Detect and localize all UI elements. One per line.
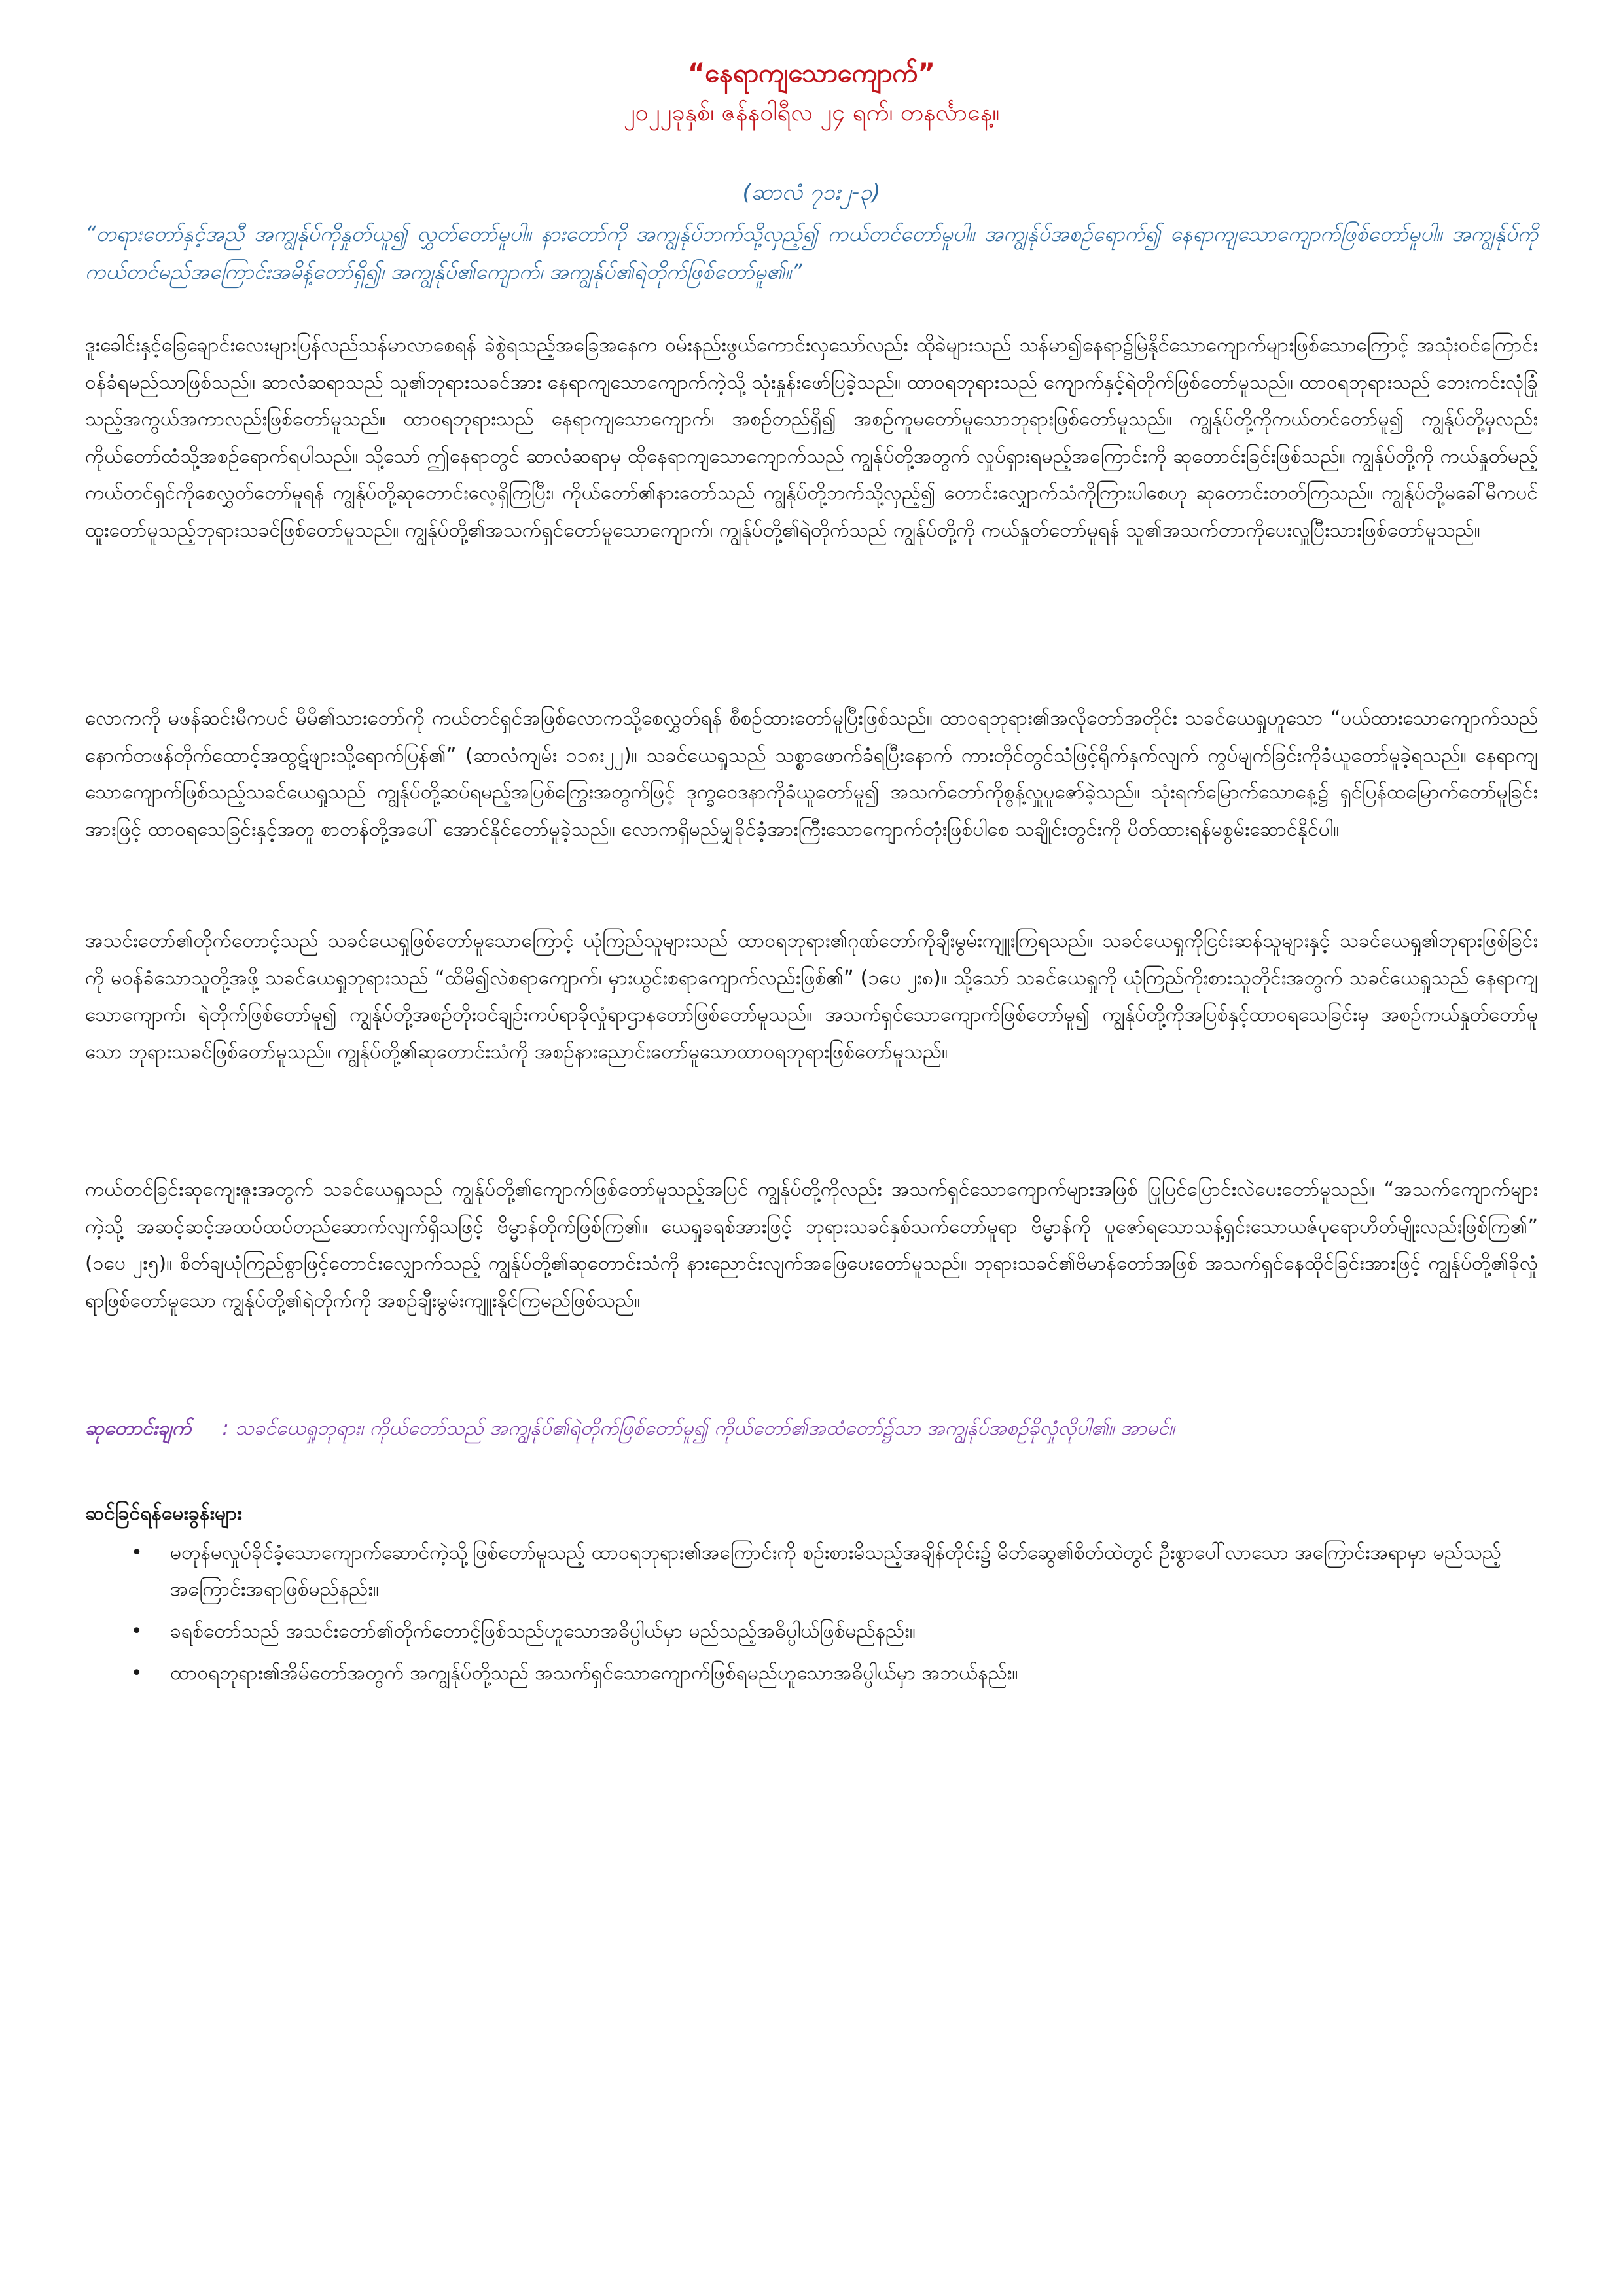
question-text: မတုန်မလှုပ်ခိုင်ခံ့သောကျောက်ဆောင်ကဲ့သို့ဖြစ်တော်မူသည့် ထာဝရဘုရား၏အကြောင်းကို စဉ်းစားမိသည့်အချိန်တိုင်း၌ မိတ်ဆွေ၏စိတ်ထဲတွင် ဦးစွာပေါ်လာသော အကြောင်းအရာမှာ မည်သည့်အကြောင်းအရာဖြစ်မည်နည်း။ xyxy=(170,1541,1501,1601)
body-paragraph-4: ကယ်တင်ခြင်းဆုကျေးဇူးအတွက် သခင်ယေရှုသည် ကျွန်ုပ်တို့၏ကျောက်ဖြစ်တော်မူသည့်အပြင် ကျွန်ုပ်တို့ကိုလည်း အသက်ရှင်သောကျောက်များအဖြစ် ပြုပြင်ပြောင်းလဲပေးတော်မူသည်။ “အသက်ကျောက်များကဲ့သို့ အဆင့်ဆင့်အထပ်ထပ်တည်ဆောက်လျက်ရှိသဖြင့် ဗိမ္မာန်တိုက်ဖြစ်ကြ၏။ ယေရှုခရစ်အားဖြင့် ဘုရားသခင်နှစ်သက်တော်မူရာ ဗိမ္မာန်ကို ပူဇော်ရသောသန့်ရှင်းသောယဇ်ပုရောဟိတ်မျိုးလည်းဖြစ်ကြ၏” (၁ပေ ၂း၅)။ စိတ်ချယုံကြည်စွာဖြင့်တောင်းလျှောက်သည့် ကျွန်ုပ်တို့၏ဆုတောင်းသံကို နားညောင်းလျက်အဖြေပေးတော်မူသည်။ ဘုရားသခင်၏ဗိမာန်တော်အဖြစ် အသက်ရှင်နေထိုင်ခြင်းအားဖြင့် ကျွန်ုပ်တို့၏ခိုလှုံရာဖြစ်တော်မူသော ကျွန်ုပ်တို့၏ရဲတိုက်ကို အစဉ်ချီးမွမ်းကျူးနိုင်ကြမည်ဖြစ်သည်။ xyxy=(85,1178,1538,1312)
body-paragraph-2: လောကကို မဖန်ဆင်းမီကပင် မိမိ၏သားတော်ကို ကယ်တင်ရှင်အဖြစ်လောကသို့စေလွှတ်ရန် စီစဉ်ထားတော်မူပြီးဖြစ်သည်။ ထာဝရဘုရား၏အလိုတော်အတိုင်း သခင်ယေရှုဟူသော “ပယ်ထားသောကျောက်သည် နောက်တဖန်တိုက်ထောင့်အထွဋ်ဖျားသို့ရောက်ပြန်၏” (ဆာလံကျမ်း ၁၁၈း၂၂)။ သခင်ယေရှုသည် သစ္စာဖောက်ခံရပြီးနောက် ကားတိုင်တွင်သံဖြင့်ရိုက်နှက်လျက် ကွပ်မျက်ခြင်းကိုခံယူတော်မူခဲ့ရသည်။ နေရာကျသောကျောက်ဖြစ်သည့်သခင်ယေရှုသည် ကျွန်ုပ်တို့ဆပ်ရမည့်အပြစ်ကြွေးအတွက်ဖြင့် ဒုက္ခဝေဒနာကိုခံယူတော်မူ၍ အသက်တော်ကိုစွန့်လှူပူဇော်ခဲ့သည်။ သုံးရက်မြောက်သောနေ့၌ ရှင်ပြန်ထမြောက်တော်မူခြင်းအားဖြင့် ထာဝရသေခြင်းနှင့်အတူ စာတန်တို့အပေါ် အောင်နိုင်တော်မူခဲ့သည်။ လောကရှိမည်မျှခိုင်ခံ့အားကြီးသောကျောက်တုံးဖြစ်ပါစေ သချိုင်းတွင်းကို ပိတ်ထားရန်မစွမ်းဆောင်နိုင်ပါ။ xyxy=(85,707,1538,841)
list-item xyxy=(85,1535,1538,1608)
body-paragraph-3: အသင်းတော်၏တိုက်တောင့်သည် သခင်ယေရှုဖြစ်တော်မူသောကြောင့် ယုံကြည်သူများသည် ထာဝရဘုရား၏ဂုဏ်တော်ကိုချီးမွမ်းကျူးကြရသည်။ သခင်ယေရှုကိုငြင်းဆန်သူများနှင့် သခင်ယေရှု၏ဘုရားဖြစ်ခြင်းကို မဝန်ခံသောသူတို့အဖို့ သခင်ယေရှုဘုရားသည် “ထိမိ၍လဲစရာကျောက်၊ မှားယွင်းစရာကျောက်လည်းဖြစ်၏” (၁ပေ ၂း၈)။ သို့သော် သခင်ယေရှုကို ယုံကြည်ကိုးစားသူတိုင်းအတွက် သခင်ယေရှုသည် နေရာကျသောကျောက်၊ ရဲတိုက်ဖြစ်တော်မူ၍ ကျွန်ုပ်တို့အစဉ်တိုးဝင်ချဉ်းကပ်ရာခိုလှုံရာဌာနတော်ဖြစ်တော်မူသည်။ အသက်ရှင်သောကျောက်ဖြစ်တော်မူ၍ ကျွန်ုပ်တို့ကိုအပြစ်နှင့်ထာဝရသေခြင်းမှ အစဉ်ကယ်နှုတ်တော်မူသော ဘုရားသခင်ဖြစ်တော်မူသည်။ ကျွန်ုပ်တို့၏ဆုတောင်းသံကို အစဉ်နားညောင်းတော်မူသောထာဝရဘုရားဖြစ်တော်မူသည်။ xyxy=(85,929,1538,1064)
list-item xyxy=(85,1613,1538,1650)
date-line: ၂၀၂၂ခုနှစ်၊ ဇန်နဝါရီလ ၂၄ ရက်၊ တနင်္လာနေ့။ xyxy=(623,99,1000,126)
body-paragraph-1: ဒူးခေါင်းနှင့်ခြေချောင်းလေးများပြန်လည်သန်မာလာစေရန် ခဲစွဲရသည့်အခြေအနေက ဝမ်းနည်းဖွယ်ကောင်းလှသော်လည်း ထိုခဲများသည် သန်မာ၍နေရာ၌မြဲနိုင်သောကျောက်များဖြစ်သောကြောင့် အသုံးဝင်ကြောင်းဝန်ခံရမည်သာဖြစ်သည်။ ဆာလံဆရာသည် သူ၏ဘုရားသခင်အား နေရာကျသောကျောက်ကဲ့သို့ သုံးနှုန်းဖော်ပြခဲ့သည်။ ထာဝရဘုရားသည် ကျောက်နှင့်ရဲတိုက်ဖြစ်တော်မူသည်။ ထာဝရဘုရားသည် ဘေးကင်းလုံခြုံသည့်အကွယ်အကာလည်းဖြစ်တော်မူသည်။ ထာဝရဘုရားသည် နေရာကျသောကျောက်၊ အစဉ်တည်ရှိ၍ အစဉ်ကူမတော်မူသောဘုရားဖြစ်တော်မူသည်။ ကျွန်ုပ်တို့ကိုကယ်တင်တော်မူ၍ ကျွန်ုပ်တို့မှလည်း ကိုယ်တော်ထံသို့အစဉ်ရောက်ရပါသည်။ သို့သော် ဤနေရာတွင် ဆာလံဆရာမှ ထိုနေရာကျသောကျောက်သည် ကျွန်ုပ်တို့အတွက် လှုပ်ရှားရမည့်အကြောင်းကို ဆုတောင်းခြင်းဖြစ်သည်။ ကျွန်ုပ်တို့ကို ကယ်နှုတ်မည့်ကယ်တင်ရှင်ကိုစေလွှတ်တော်မူရန် ကျွန်ုပ်တို့ဆုတောင်းလေ့ရှိကြပြီး၊ ကိုယ်တော်၏နားတော်သည် ကျွန်ုပ်တို့ဘက်သို့လှည့်၍ တောင်းလျှောက်သံကိုကြားပါစေဟု ဆုတောင်းတတ်ကြသည်။ ကျွန်ုပ်တို့မခေါ်မီကပင် ထူးတော်မူသည့်ဘုရားသခင်ဖြစ်တော်မူသည်။ ကျွန်ုပ်တို့၏အသက်ရှင်တော်မူသောကျောက်၊ ကျွန်ုပ်တို့၏ရဲတိုက်သည် ကျွန်ုပ်တို့ကို ကယ်နှုတ်တော်မူရန် သူ၏အသက်တာကိုပေးလှူပြီးသားဖြစ်တော်မူသည်။ xyxy=(85,334,1538,542)
prayer-label: ဆုတောင်းချက် xyxy=(85,1417,192,1440)
bullet-icon: • xyxy=(131,1662,143,1685)
scripture-reference: (ဆာလံ ၇၁း၂-၃) xyxy=(742,179,881,206)
questions-heading: ဆင်ခြင်ရန်မေးခွန်းများ xyxy=(85,1502,242,1525)
prayer-text: : သခင်ယေရှုဘုရား၊ ကိုယ်တော်သည် အကျွန်ုပ်၏ရဲတိုက်ဖြစ်တော်မူ၍ ကိုယ်တော်၏အထံတော်၌သာ အကျွန်ုပ်အစဉ်ခိုလှုံလိုပါ၏။ အာမင်။ xyxy=(222,1417,1175,1440)
questions-list xyxy=(85,1535,1538,1697)
bullet-icon: • xyxy=(131,1541,143,1564)
prayer-section xyxy=(85,1410,1538,1447)
page-title: “နေရာကျသောကျောက်” xyxy=(688,58,935,88)
scripture-text: “တရားတော်နှင့်အညီ အကျွန်ုပ်ကိုနှုတ်ယူ၍ လွှတ်တော်မူပါ။ နားတော်ကို အကျွန်ုပ်ဘက်သို့လှည့်၍ ကယ်တင်တော်မူပါ။ အကျွန်ုပ်အစဉ်ရောက်၍ နေရာကျသောကျောက်ဖြစ်တော်မူပါ။ အကျွန်ုပ်ကို ကယ်တင်မည်အကြောင်းအမိန့်တော်ရှိ၍၊ အကျွန်ုပ်၏ကျောက်၊ အကျွန်ုပ်၏ရဲတိုက်ဖြစ်တော်မူ၏။” xyxy=(85,221,1538,284)
question-text: ထာဝရဘုရား၏အိမ်တော်အတွက် အကျွန်ုပ်တို့သည် အသက်ရှင်သောကျောက်ဖြစ်ရမည်ဟူသောအဓိပ္ပါယ်မှာ အဘယ်နည်း။ xyxy=(170,1662,1018,1685)
list-item xyxy=(85,1655,1538,1692)
header xyxy=(0,52,1623,132)
question-text: ခရစ်တော်သည် အသင်းတော်၏တိုက်တောင့်ဖြစ်သည်ဟူသောအဓိပ္ပါယ်မှာ မည်သည့်အဓိပ္ပါယ်ဖြစ်မည်နည်း။ xyxy=(170,1620,916,1643)
bullet-icon: • xyxy=(131,1620,143,1643)
